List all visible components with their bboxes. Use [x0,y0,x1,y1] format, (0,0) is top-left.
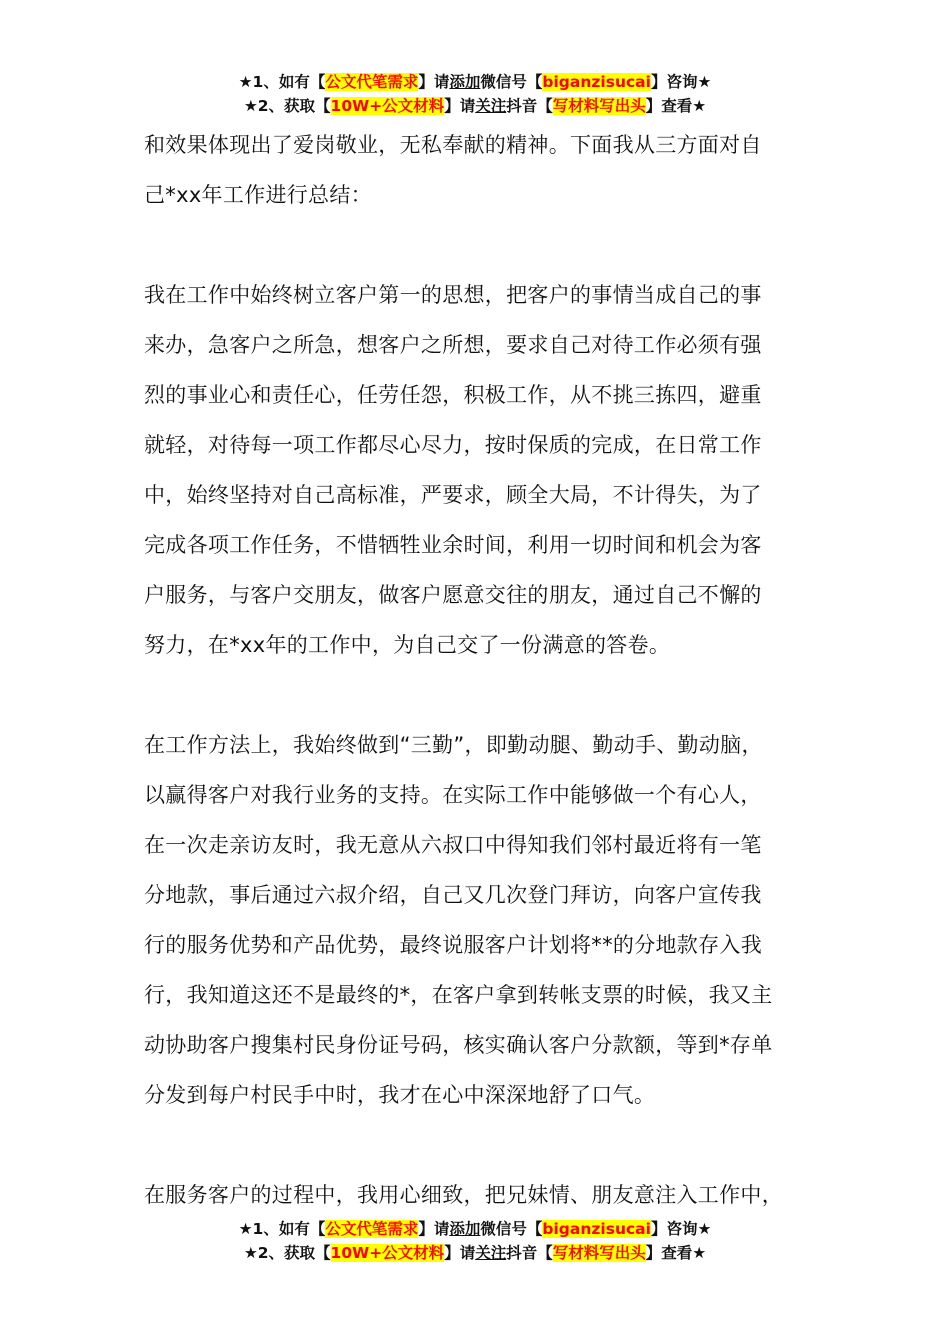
text-line: 烈的事业心和责任心，任劳任怨，积极工作，从不挑三拣四，避重 [144,383,762,407]
text-line: 在工作方法上，我始终做到“三勤”，即勤动腿、勤动手、勤动脑， [144,733,763,757]
banner-text: ★1、如有【 [238,73,326,91]
banner-text: 微信号【 [480,1220,543,1238]
banner-text: 】查看★ [645,1244,707,1262]
banner-highlight-douyin-id: 写材料写出头 [552,97,646,115]
banner-text: 微信号【 [480,73,543,91]
banner-text: 抖音【 [506,97,553,115]
banner-highlight-wechat-id: biganzisucai [542,1220,651,1238]
banner-text: 】请 [418,73,450,91]
banner-underlined-text: 添加 [449,73,481,91]
footer-banner [0,1217,950,1265]
banner-text: ★1、如有【 [238,1220,326,1238]
text-line: 完成各项工作任务，不惜牺牲业余时间，利用一切时间和机会为客 [144,533,762,557]
banner-highlight: 10W+公文材料 [330,1244,445,1262]
text-line: 努力，在*xx年的工作中，为自己交了一份满意的答卷。 [144,633,671,657]
banner-line-2 [0,1241,950,1265]
text-line: 行，我知道这还不是最终的*，在客户拿到转帐支票的时候，我又主 [144,983,773,1007]
paragraph [144,720,824,1120]
banner-highlight-douyin-id: 写材料写出头 [552,1244,646,1262]
banner-highlight: 公文代笔需求 [325,73,419,91]
text-line: 动协助客户搜集村民身份证号码，核实确认客户分款额，等到*存单 [144,1033,773,1057]
paragraph-spacer [144,220,824,270]
text-line: 就轻，对待每一项工作都尽心尽力，按时保质的完成，在日常工作 [144,433,762,457]
banner-highlight: 公文代笔需求 [325,1220,419,1238]
banner-line-2 [0,94,950,118]
text-line: 分地款，事后通过六叔介绍，自己又几次登门拜访，向客户宣传我 [144,883,762,907]
banner-highlight: 10W+公文材料 [330,97,445,115]
text-line: 行的服务优势和产品优势，最终说服客户计划将**的分地款存入我 [144,933,762,957]
banner-underlined-text: 关注 [475,1244,507,1262]
banner-text: 】查看★ [645,97,707,115]
text-line: 来办，急客户之所急，想客户之所想，要求自己对待工作必须有强 [144,333,762,357]
paragraph-spacer [144,670,824,720]
text-line: 以赢得客户对我行业务的支持。在实际工作中能够做一个有心人， [144,783,762,807]
banner-line-1 [0,1217,950,1241]
paragraph [144,270,824,670]
text-line: 己*xx年工作进行总结： [144,183,372,207]
banner-text: 】咨询★ [650,1220,712,1238]
document-body [144,120,824,1220]
text-line: 中，始终坚持对自己高标准，严要求，顾全大局，不计得失，为了 [144,483,762,507]
text-line: 和效果体现出了爱岗敬业，无私奉献的精神。下面我从三方面对自 [144,133,762,157]
paragraph [144,120,824,220]
banner-text: 】请 [444,97,476,115]
banner-line-1 [0,70,950,94]
header-banner [0,70,950,118]
text-line: 在服务客户的过程中，我用心细致，把兄妹情、朋友意注入工作中， [144,1183,783,1207]
banner-text: 】请 [444,1244,476,1262]
banner-text: 】咨询★ [650,73,712,91]
text-line: 我在工作中始终树立客户第一的思想，把客户的事情当成自己的事 [144,283,762,307]
text-line: 户服务，与客户交朋友，做客户愿意交往的朋友，通过自己不懈的 [144,583,762,607]
text-line: 在一次走亲访友时，我无意从六叔口中得知我们邻村最近将有一笔 [144,833,762,857]
banner-underlined-text: 关注 [475,97,507,115]
banner-text: 抖音【 [506,1244,553,1262]
banner-text: ★2、获取【 [243,1244,331,1262]
banner-highlight-wechat-id: biganzisucai [542,73,651,91]
paragraph-spacer [144,1120,824,1170]
banner-text: ★2、获取【 [243,97,331,115]
banner-text: 】请 [418,1220,450,1238]
banner-underlined-text: 添加 [449,1220,481,1238]
paragraph [144,1170,824,1220]
text-line: 分发到每户村民手中时，我才在心中深深地舒了口气。 [144,1083,656,1107]
